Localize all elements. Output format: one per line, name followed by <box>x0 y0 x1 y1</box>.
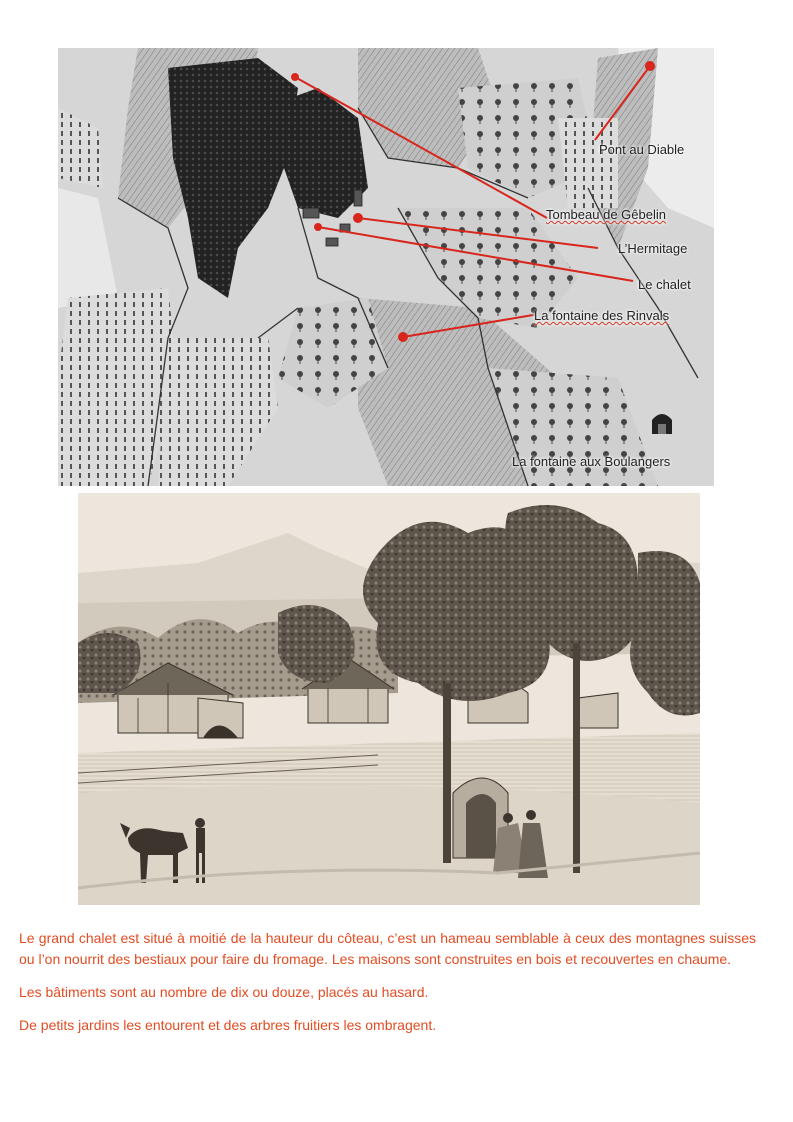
paragraph-description: Le grand chalet est situé à moitié de la hauteur du côteau, c’est un hameau semblable à ceux des montagnes suisses ou l’on nourrit des bestiaux pour faire du fromage. Les maisons sont construites en bois et recouvertes en chaume. <box>19 930 756 967</box>
paragraph-buildings: Les bâtiments sont au nombre de dix ou douze, placés au hasard. <box>19 984 429 1000</box>
engraving-figure <box>78 493 700 905</box>
map-label-pont-au-diable: Pont au Diable <box>599 142 685 157</box>
map-label-le-chalet: Le chalet <box>638 277 691 292</box>
paragraph-gardens: De petits jardins les entourent et des arbres fruitiers les ombragent. <box>19 1017 437 1033</box>
shelter-icon <box>652 414 672 434</box>
engraved-map-image <box>58 48 714 486</box>
body-text <box>19 928 756 1048</box>
chalet-engraving-image <box>78 493 700 905</box>
map-label-fontaine-des-rinvals: La fontaine des Rinvals <box>534 308 670 323</box>
map-label-hermitage: L’Hermitage <box>618 241 688 256</box>
map-figure <box>58 48 714 486</box>
map-label-fontaine-aux-boulangers: La fontaine aux Boulangers <box>512 454 671 469</box>
map-label-tombeau-de-gebelin: Tombeau de Gêbelin <box>546 207 666 222</box>
